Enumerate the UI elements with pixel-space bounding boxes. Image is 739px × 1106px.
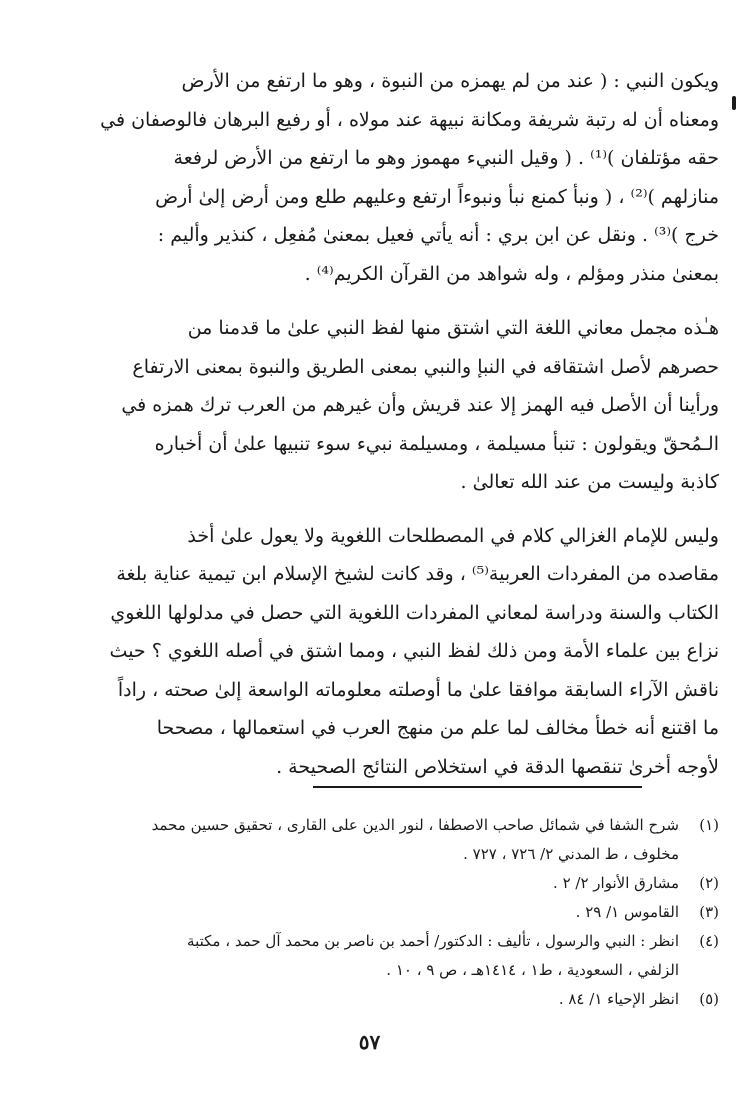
text-line: وليس للإمام الغزالي كلام في المصطلحات اللغوية ولا يعول علىٰ أخذ <box>187 524 719 547</box>
text-line: ورأينا أن الأصل فيه الهمز إلا عند قريش وأن غيرهم من العرب ترك همزه في <box>121 394 719 416</box>
footnote-2 <box>76 869 719 898</box>
footnote-text: انظر الإحياء ١/ ٨٤ . <box>558 990 679 1008</box>
footnote-text: شرح الشفا في شمائل صاحب الاصطفا ، لنور الدين على القارى ، تحقيق حسين محمد <box>151 816 679 834</box>
text-line: نزاع بين علماء الأمة ومن ذلك لفظ النبي ، ومما اشتق في أصله اللغوي ؟ حيث <box>109 640 719 662</box>
text-line: هـٰذه مجمل معاني اللغة التي اشتق منها لفظ النبي علىٰ ما قدمنا من <box>187 317 719 339</box>
footnote-5 <box>76 985 719 1014</box>
page-body <box>76 62 719 801</box>
text-line: بمعنىٰ منذر ومؤلم ، وله شواهد من القرآن الكريم⁽⁴⁾ . <box>304 262 719 285</box>
text-line: ما اقتنع أنه خطأ مخالف لما علم من منهج العرب في استعمالها ، مصححا <box>156 717 719 739</box>
text-line: خرج )⁽³⁾ . ونقل عن ابن بري : أنه يأتي فعيل بمعنىٰ مُفعِل ، كنذير وأليم : <box>157 224 719 246</box>
footnote-number: (٢) <box>699 874 719 892</box>
footnote-text: مشارق الأنوار ٢/ ٢ . <box>553 874 679 892</box>
footnote-text: مخلوف ، ط المدني ٢/ ٧٢٦ ، ٧٢٧ . <box>463 845 679 863</box>
footnote-number: (٤) <box>699 932 719 950</box>
footnote-text: القاموس ١/ ٢٩ . <box>575 903 679 921</box>
text-line: الكتاب والسنة ودراسة لمعاني المفردات اللغوية التي حصل في مدلولها اللغوي <box>110 601 719 624</box>
footnote-number: (٥) <box>699 990 719 1008</box>
text-line: كاذبة وليست من عند الله تعالىٰ . <box>460 471 719 493</box>
text-line: مقاصده من المفردات العربية⁽⁵⁾ ، وقد كانت لشيخ الإسلام ابن تيمية عناية بلغة <box>116 563 719 585</box>
footnote-text: الزلفي ، السعودية ، ط١ ، ١٤١٤هـ ، ص ٩ ، ١٠ . <box>386 961 679 979</box>
paragraph-3 <box>76 517 719 787</box>
text-line: لأوجه أخرىٰ تنقصها الدقة في استخلاص النتائج الصحيحة . <box>276 755 719 778</box>
footnote-number: (٣) <box>699 903 719 921</box>
footnote-text: انظر : النبي والرسول ، تأليف : الدكتور/ أحمد بن ناصر بن محمد آل حمد ، مكتبة <box>187 932 679 950</box>
footnote-4 <box>76 927 719 985</box>
text-line: ناقش الآراء السابقة موافقا علىٰ ما أوصلته معلوماته الواسعة إلىٰ صحته ، راداً <box>117 678 719 701</box>
text-line: حقه مؤتلفان )⁽¹⁾ . ( وقيل النبيء مهموز وهو ما ارتفع من الأرض لرفعة <box>173 147 719 169</box>
text-line: منازلهم )⁽²⁾ ، ( ونبأ كمنع نبأ ونبوءاً ارتفع وعليهم طلع ومن أرض إلىٰ أرض <box>155 185 719 208</box>
text-line: الـمُحقّ ويقولون : تنبأ مسيلمة ، ومسيلمة نبيء سوء تنبيها علىٰ أن أخباره <box>154 432 719 455</box>
text-line: حصرهم لأصل اشتقاقه في النبإ والنبي بمعنى الطريق والنبوة بمعنى الارتفاع <box>132 355 719 378</box>
footnote-number: (١) <box>699 816 719 834</box>
text-line: ومعناه أن له رتبة شريفة ومكانة نبيهة عند مولاه ، أو رفيع البرهان فالوصفان في <box>100 108 719 131</box>
footnote-separator <box>313 786 642 788</box>
footnote-1 <box>76 811 719 869</box>
scan-edge-mark <box>732 96 736 110</box>
footnote-3 <box>76 898 719 927</box>
paragraph-1 <box>76 62 719 293</box>
text-line: ويكون النبي : ( عند من لم يهمزه من النبوة ، وهو ما ارتفع من الأرض <box>181 70 719 92</box>
footnotes <box>76 811 719 1014</box>
paragraph-2 <box>76 309 719 502</box>
page-number: ٥٧ <box>358 1030 381 1054</box>
